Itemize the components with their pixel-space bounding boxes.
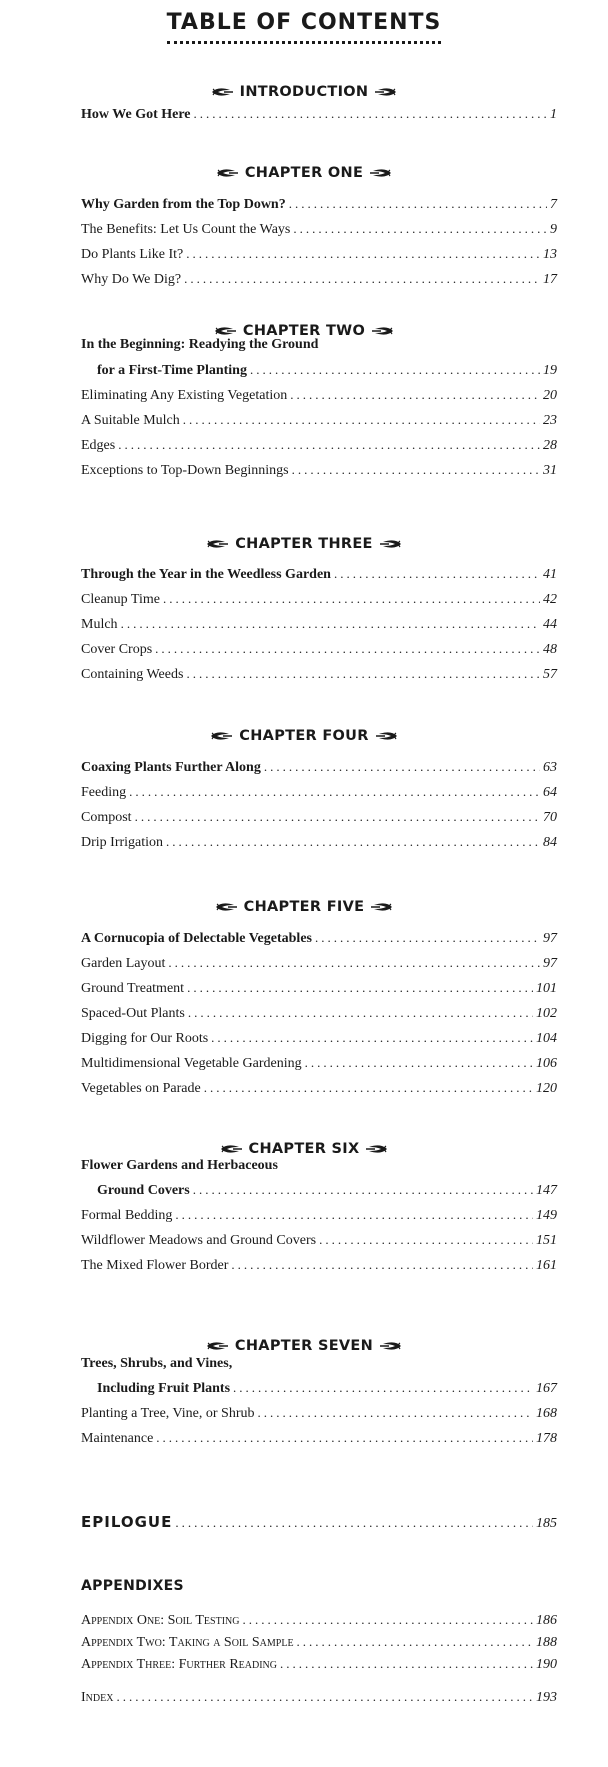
- chapter-heading: [40, 82, 568, 102]
- chapter-heading: [40, 897, 568, 917]
- toc-entry: [81, 1028, 557, 1048]
- toc-entry-page: 97: [543, 956, 557, 971]
- toc-entry-page: 185: [536, 1516, 557, 1531]
- leaf-ornament-icon: [371, 325, 395, 337]
- toc-entry: [81, 589, 557, 609]
- toc-entry: [81, 1255, 557, 1275]
- toc-entry-page: 178: [536, 1431, 557, 1446]
- chapter-heading: [40, 726, 568, 746]
- toc-entry: [81, 1632, 557, 1652]
- leaf-ornament-icon: [375, 730, 399, 742]
- toc-entry-page: 64: [543, 785, 557, 800]
- toc-entry: [81, 978, 557, 998]
- toc-entry: [81, 564, 557, 584]
- toc-entry-title: Vegetables on Parade: [81, 1081, 201, 1096]
- toc-entry-page: 19: [543, 363, 557, 378]
- toc-entry: [81, 385, 557, 405]
- dot-leader: [168, 953, 540, 973]
- dot-leader: [163, 589, 540, 609]
- leaf-ornament-icon: [379, 538, 403, 550]
- toc-entry: [81, 757, 557, 777]
- dot-leader: [116, 1687, 533, 1707]
- toc-entry: [81, 1230, 557, 1250]
- toc-entry: [81, 1654, 557, 1674]
- dot-leader: [187, 978, 533, 998]
- leaf-ornament-icon: [365, 1143, 389, 1155]
- toc-entry-title: Exceptions to Top-Down Beginnings: [81, 463, 289, 478]
- toc-entry: [97, 1180, 557, 1200]
- chapter-heading: [40, 163, 568, 183]
- toc-entry: [81, 953, 557, 973]
- toc-entry-page: 28: [543, 438, 557, 453]
- toc-entry: [81, 639, 557, 659]
- dot-leader: [184, 269, 540, 289]
- toc-entry: [81, 460, 557, 480]
- dot-leader: [121, 614, 540, 634]
- toc-entry-title: Appendix Two: Taking a Soil Sample: [81, 1635, 294, 1650]
- toc-entry: [81, 194, 557, 214]
- dot-leader: [315, 928, 540, 948]
- toc-entry-title: Multidimensional Vegetable Gardening: [81, 1056, 302, 1071]
- toc-entry-page: 7: [550, 197, 557, 212]
- chapter-heading-label: CHAPTER ONE: [244, 165, 364, 181]
- toc-entry-title-lead: Trees, Shrubs, and Vines,: [81, 1356, 233, 1371]
- toc-entry-page: 23: [543, 413, 557, 428]
- leaf-ornament-icon: [205, 1340, 229, 1352]
- toc-entry-title: Appendix One: Soil Testing: [81, 1613, 240, 1628]
- dot-leader: [334, 564, 540, 584]
- toc-entry: [81, 1053, 557, 1073]
- toc-entry-page: 151: [536, 1233, 557, 1248]
- dot-leader: [231, 1255, 533, 1275]
- toc-entry: [81, 928, 557, 948]
- toc-entry-page: 44: [543, 617, 557, 632]
- dot-leader: [156, 1428, 533, 1448]
- leaf-ornament-icon: [370, 901, 394, 913]
- toc-entry: [81, 244, 557, 264]
- dot-leader: [194, 104, 547, 124]
- toc-entry-title: The Benefits: Let Us Count the Ways: [81, 222, 291, 237]
- dot-leader: [280, 1654, 533, 1674]
- toc-entry-title: Containing Weeds: [81, 667, 184, 682]
- toc-entry-page: 31: [543, 463, 557, 478]
- toc-entry-page: 48: [543, 642, 557, 657]
- toc-entry-title: Garden Layout: [81, 956, 166, 971]
- dot-leader: [293, 219, 547, 239]
- dot-leader: [186, 664, 540, 684]
- toc-entry-page: 147: [536, 1183, 557, 1198]
- toc-entry-title: Including Fruit Plants: [97, 1381, 231, 1396]
- toc-entry-title: Appendix Three: Further Reading: [81, 1657, 277, 1672]
- dot-leader: [166, 832, 540, 852]
- toc-entry-title: Wildflower Meadows and Ground Covers: [81, 1233, 317, 1248]
- toc-entry: [97, 1378, 557, 1398]
- toc-entry-page: 168: [536, 1406, 557, 1421]
- dot-leader: [242, 1610, 533, 1630]
- toc-entry-title: Do Plants Like It?: [81, 247, 184, 262]
- dot-leader: [297, 1632, 533, 1652]
- dot-leader: [250, 360, 540, 380]
- leaf-ornament-icon: [219, 1143, 243, 1155]
- toc-entry-page: 104: [536, 1031, 557, 1046]
- toc-entry-title: Cleanup Time: [81, 592, 160, 607]
- toc-entry: [81, 664, 557, 684]
- toc-entry-page: 41: [543, 567, 557, 582]
- toc-entry-title: How We Got Here: [81, 107, 191, 122]
- appendixes-heading: APPENDIXES: [81, 1578, 184, 1594]
- toc-entry: [81, 782, 557, 802]
- toc-entry: [81, 435, 557, 455]
- dot-leader: [289, 194, 547, 214]
- toc-entry-page: 167: [536, 1381, 557, 1396]
- toc-entry-page: 57: [543, 667, 557, 682]
- dot-leader: [129, 782, 540, 802]
- toc-entry-title: Planting a Tree, Vine, or Shrub: [81, 1406, 255, 1421]
- toc-entry-title: Ground Treatment: [81, 981, 185, 996]
- dot-leader: [290, 385, 540, 405]
- toc-entry-title: Why Garden from the Top Down?: [81, 197, 286, 212]
- dot-leader: [193, 1180, 533, 1200]
- dot-leader: [211, 1028, 533, 1048]
- leaf-ornament-icon: [209, 730, 233, 742]
- toc-entry: [81, 1003, 557, 1023]
- toc-entry-page: 188: [536, 1635, 557, 1650]
- leaf-ornament-icon: [214, 901, 238, 913]
- toc-entry-page: 13: [543, 247, 557, 262]
- toc-entry: [81, 1205, 557, 1225]
- toc-entry-page: 1: [550, 107, 557, 122]
- toc-entry: [81, 219, 557, 239]
- toc-entry: [81, 1078, 557, 1098]
- toc-entry-title: Mulch: [81, 617, 118, 632]
- toc-entry-title: for a First-Time Planting: [97, 363, 247, 378]
- toc-entry: [81, 1512, 557, 1532]
- toc-entry-page: 102: [536, 1006, 557, 1021]
- leaf-ornament-icon: [205, 538, 229, 550]
- toc-entry-title: Ground Covers: [97, 1183, 190, 1198]
- toc-entry-title: Feeding: [81, 785, 127, 800]
- toc-entry-title: Compost: [81, 810, 132, 825]
- toc-entry-title: Spaced-Out Plants: [81, 1006, 185, 1021]
- toc-entry-title: Drip Irrigation: [81, 835, 164, 850]
- toc-entry-title: EPILOGUE: [81, 1513, 173, 1531]
- toc-entry-title: Why Do We Dig?: [81, 272, 182, 287]
- chapter-heading-label: CHAPTER FIVE: [243, 899, 365, 915]
- leaf-ornament-icon: [215, 167, 239, 179]
- dot-leader: [188, 1003, 533, 1023]
- chapter-heading-label: CHAPTER THREE: [235, 536, 373, 552]
- dot-leader: [135, 807, 540, 827]
- toc-entry-page: 70: [543, 810, 557, 825]
- toc-entry-title: Coaxing Plants Further Along: [81, 760, 261, 775]
- toc-entry-page: 101: [536, 981, 557, 996]
- dot-leader: [305, 1053, 533, 1073]
- toc-entry-title: Edges: [81, 438, 116, 453]
- toc-entry: [81, 410, 557, 430]
- toc-entry-page: 97: [543, 931, 557, 946]
- chapter-heading-label: CHAPTER SEVEN: [234, 1338, 374, 1354]
- leaf-ornament-icon: [374, 86, 398, 98]
- toc-entry: [81, 104, 557, 124]
- dot-leader: [183, 410, 540, 430]
- toc-entry: [81, 807, 557, 827]
- dot-leader: [175, 1513, 533, 1533]
- dot-leader: [292, 460, 540, 480]
- dot-leader: [319, 1230, 533, 1250]
- dot-leader: [258, 1403, 533, 1423]
- toc-entry-title: The Mixed Flower Border: [81, 1258, 229, 1273]
- chapter-heading-label: CHAPTER FOUR: [239, 728, 369, 744]
- leaf-ornament-icon: [210, 86, 234, 98]
- toc-entry: [81, 1403, 557, 1423]
- toc-entry-title: Maintenance: [81, 1431, 154, 1446]
- toc-entry-title: Formal Bedding: [81, 1208, 173, 1223]
- dot-leader: [186, 244, 540, 264]
- dot-leader: [155, 639, 540, 659]
- toc-entry-page: 186: [536, 1613, 557, 1628]
- chapter-heading: [40, 1336, 568, 1356]
- toc-entry-page: 106: [536, 1056, 557, 1071]
- toc-entry-title: Cover Crops: [81, 642, 153, 657]
- leaf-ornament-icon: [369, 167, 393, 179]
- toc-entry: [81, 1610, 557, 1630]
- toc-entry-page: 193: [536, 1690, 557, 1705]
- toc-entry-title: Digging for Our Roots: [81, 1031, 209, 1046]
- toc-entry-page: 84: [543, 835, 557, 850]
- chapter-heading: [40, 534, 568, 554]
- toc-entry-title: A Suitable Mulch: [81, 413, 180, 428]
- dot-leader: [233, 1378, 533, 1398]
- leaf-ornament-icon: [379, 1340, 403, 1352]
- toc-entry-page: 42: [543, 592, 557, 607]
- toc-entry-page: 9: [550, 222, 557, 237]
- toc-entry-page: 63: [543, 760, 557, 775]
- toc-entry-title: Index: [81, 1690, 114, 1705]
- chapter-heading-label: INTRODUCTION: [239, 84, 369, 100]
- toc-entry: [81, 614, 557, 634]
- toc-entry-title-lead: Flower Gardens and Herbaceous: [81, 1158, 278, 1173]
- toc-entry: [97, 360, 557, 380]
- toc-entry: [81, 269, 557, 289]
- dot-leader: [264, 757, 540, 777]
- dot-leader: [175, 1205, 533, 1225]
- toc-entry-title: Eliminating Any Existing Vegetation: [81, 388, 288, 403]
- chapter-heading-label: CHAPTER TWO: [242, 323, 366, 339]
- toc-entry-title-lead: In the Beginning: Readying the Ground: [81, 337, 319, 352]
- toc-entry-page: 17: [543, 272, 557, 287]
- toc-entry: [81, 1687, 557, 1707]
- toc-entry: [81, 1428, 557, 1448]
- toc-entry-page: 161: [536, 1258, 557, 1273]
- toc-entry-page: 20: [543, 388, 557, 403]
- toc-entry-page: 190: [536, 1657, 557, 1672]
- toc-entry: [81, 832, 557, 852]
- dot-leader: [118, 435, 540, 455]
- chapter-heading-label: CHAPTER SIX: [248, 1141, 360, 1157]
- toc-title: TABLE OF CONTENTS: [0, 10, 608, 44]
- toc-entry-page: 120: [536, 1081, 557, 1096]
- toc-entry-title: A Cornucopia of Delectable Vegetables: [81, 931, 312, 946]
- dot-leader: [204, 1078, 533, 1098]
- toc-entry-page: 149: [536, 1208, 557, 1223]
- toc-entry-title: Through the Year in the Weedless Garden: [81, 567, 331, 582]
